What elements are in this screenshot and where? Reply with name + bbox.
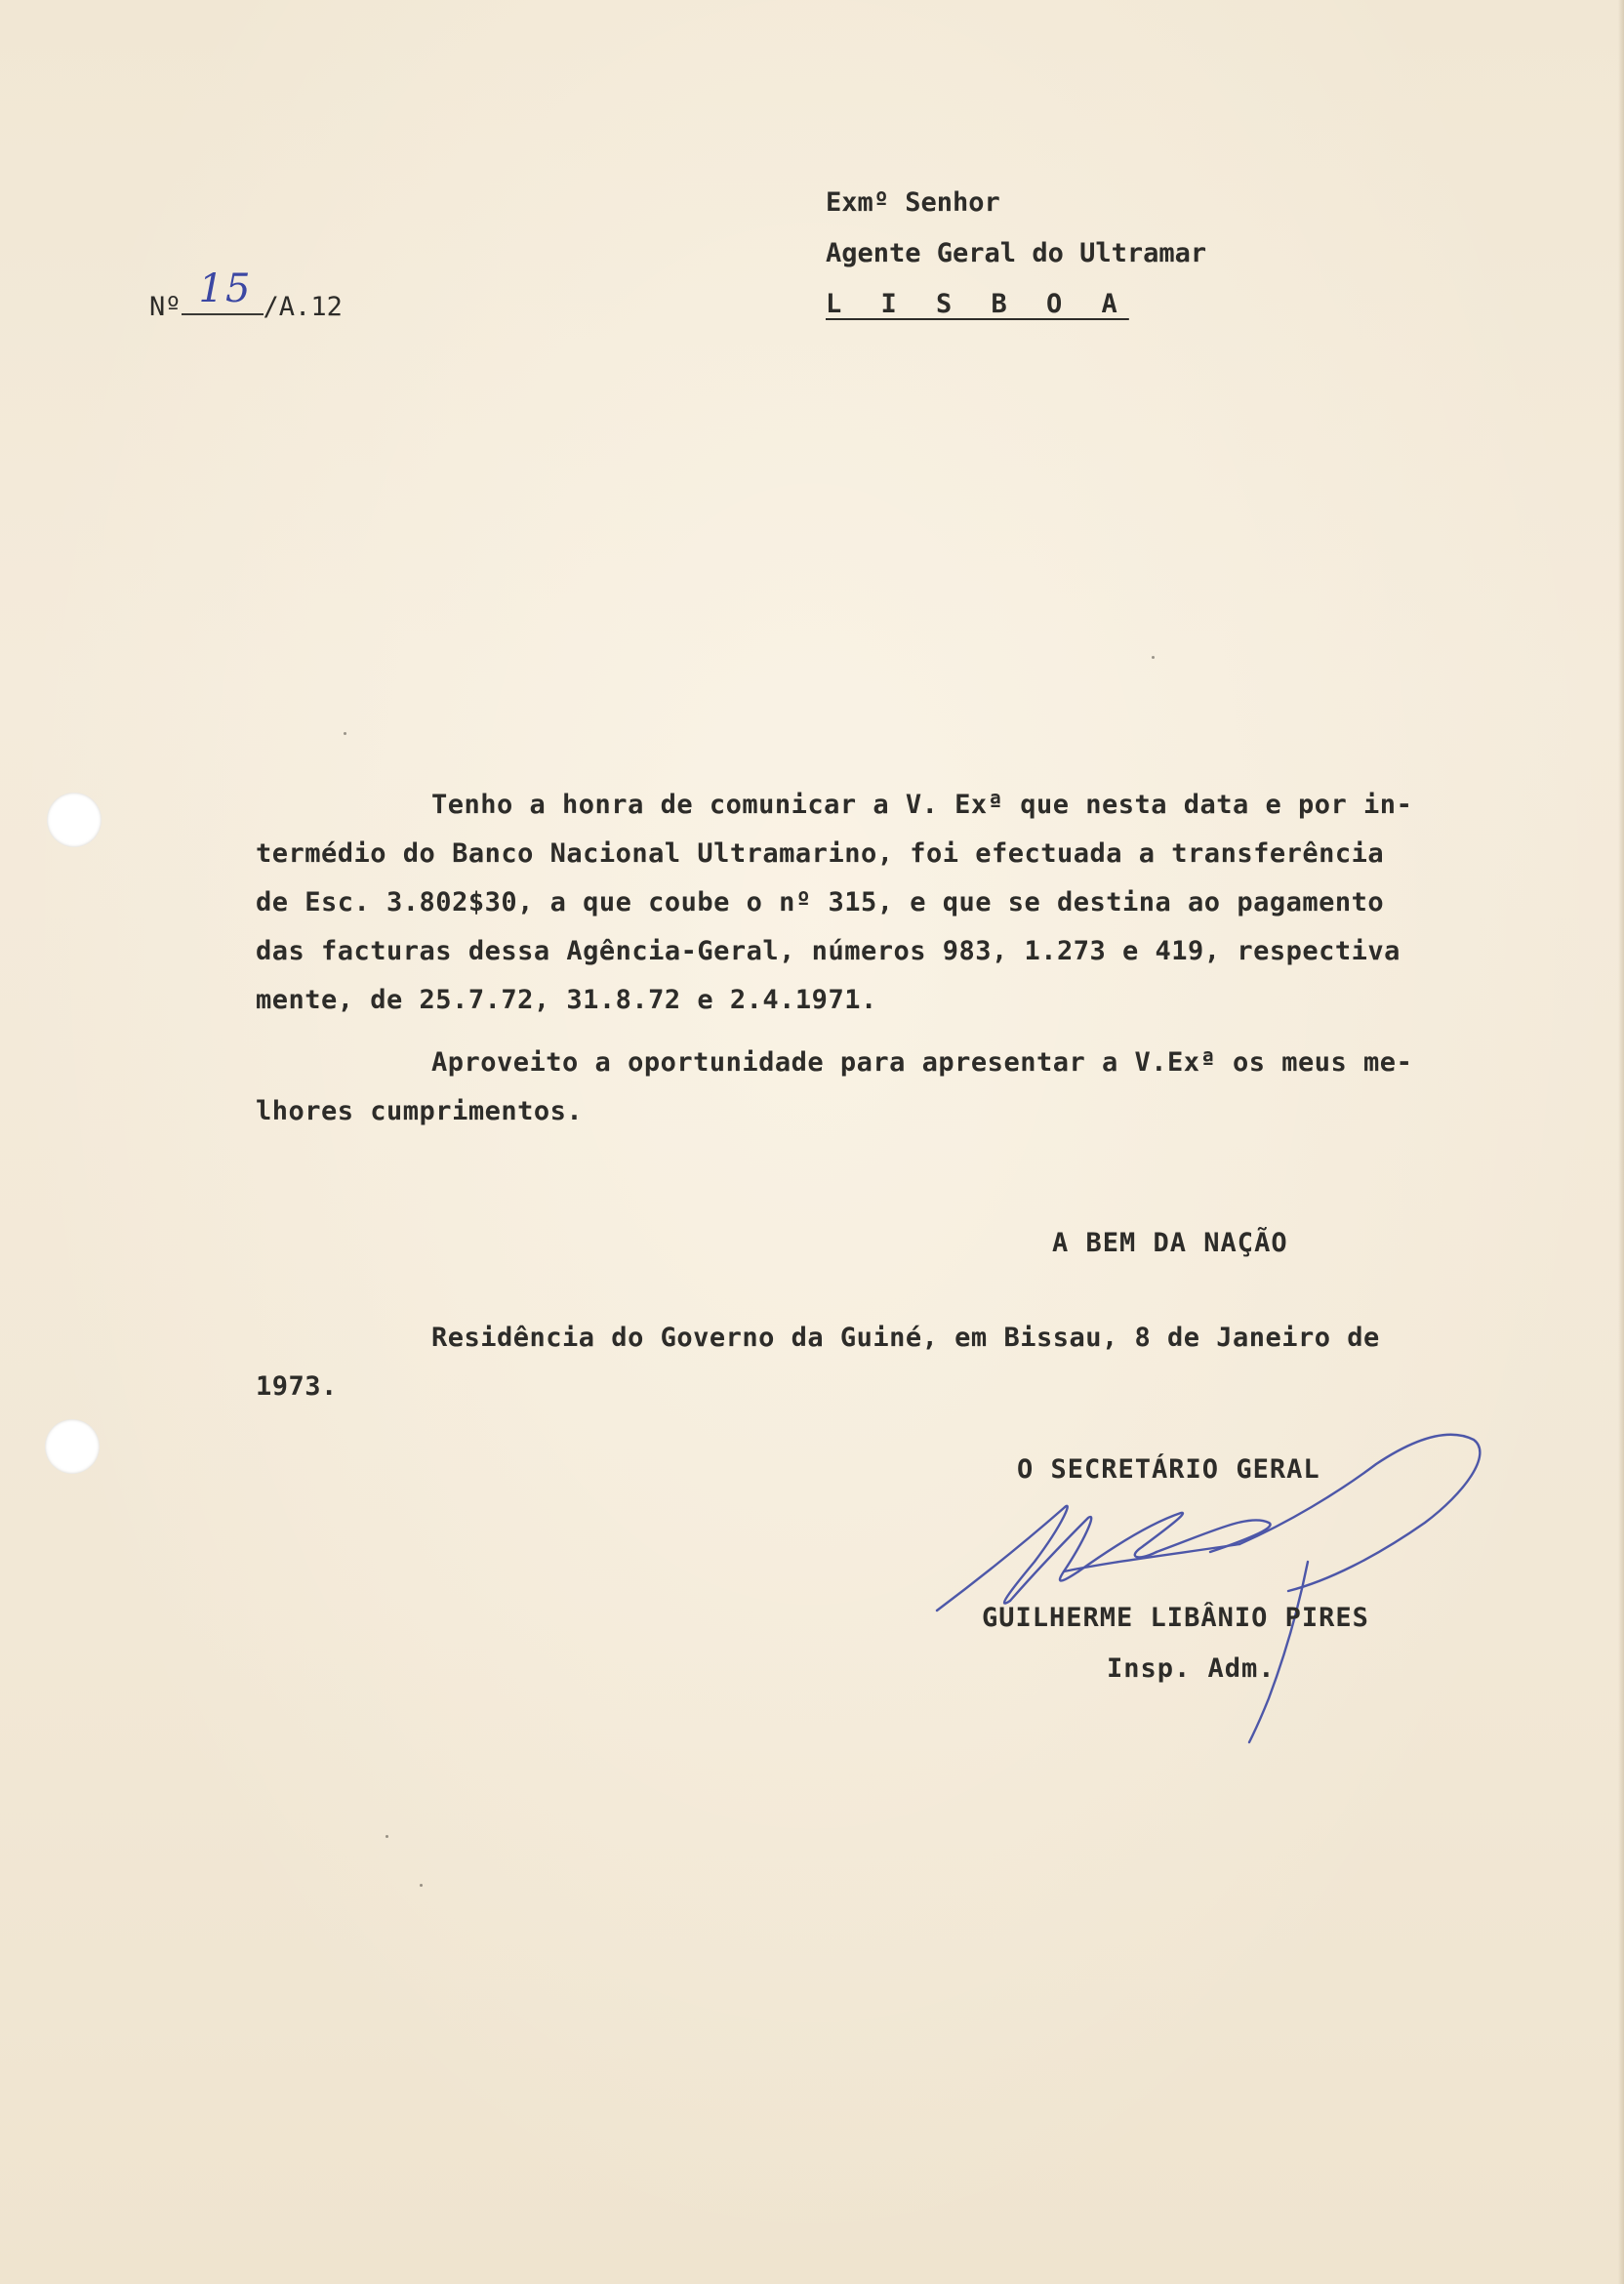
paper-speck <box>1152 656 1155 659</box>
reference-handwritten-number: 15 <box>198 266 253 311</box>
reference-blank-line <box>182 266 264 315</box>
handwritten-signature <box>917 1415 1503 1747</box>
reference-prefix: Nº <box>149 292 182 322</box>
paragraph-1-line-3: de Esc. 3.802$30, a que coube o nº 315, e que se destina ao pagamento <box>256 887 1385 918</box>
paragraph-1-line-1: Tenho a honra de comunicar a V. Exª que nesta data e por in- <box>431 790 1413 820</box>
addressee-salutation: Exmº Senhor <box>826 187 1000 218</box>
signatory-name: GUILHERME LIBÂNIO PIRES <box>982 1603 1369 1633</box>
place-date-line-2: 1973. <box>256 1371 338 1402</box>
punch-hole-bottom <box>45 1419 100 1474</box>
paragraph-2-line-2: lhores cumprimentos. <box>256 1096 584 1126</box>
paragraph-2-line-1: Aproveito a oportunidade para apresentar a V.Exª os meus me- <box>431 1047 1413 1078</box>
paper-speck <box>344 732 346 735</box>
addressee-city: L I S B O A <box>826 289 1129 319</box>
paper-edge-shadow <box>1618 0 1624 2284</box>
paragraph-1-line-4: das facturas dessa Agência-Geral, números 983, 1.273 e 419, respectiva <box>256 936 1401 966</box>
closing-formula: A BEM DA NAÇÃO <box>1052 1228 1288 1258</box>
place-date-line-1: Residência do Governo da Guiné, em Bissau, 8 de Janeiro de <box>431 1323 1380 1353</box>
reference-number <box>86 262 343 352</box>
signatory-title: O SECRETÁRIO GERAL <box>1017 1454 1320 1485</box>
place-date-block <box>256 1314 1380 1411</box>
paragraph-1-line-5: mente, de 25.7.72, 31.8.72 e 2.4.1971. <box>256 985 877 1015</box>
addressee-title: Agente Geral do Ultramar <box>826 238 1207 268</box>
paper-speck <box>420 1884 423 1887</box>
signatory-role: Insp. Adm. <box>1107 1653 1276 1684</box>
addressee-block <box>826 178 1206 330</box>
reference-suffix: /A.12 <box>263 292 343 322</box>
paragraph-1-line-2: termédio do Banco Nacional Ultramarino, foi efectuada a transferência <box>256 838 1385 869</box>
letter-body <box>256 781 1495 1136</box>
punch-hole-top <box>47 793 102 847</box>
paper-speck <box>386 1835 388 1838</box>
